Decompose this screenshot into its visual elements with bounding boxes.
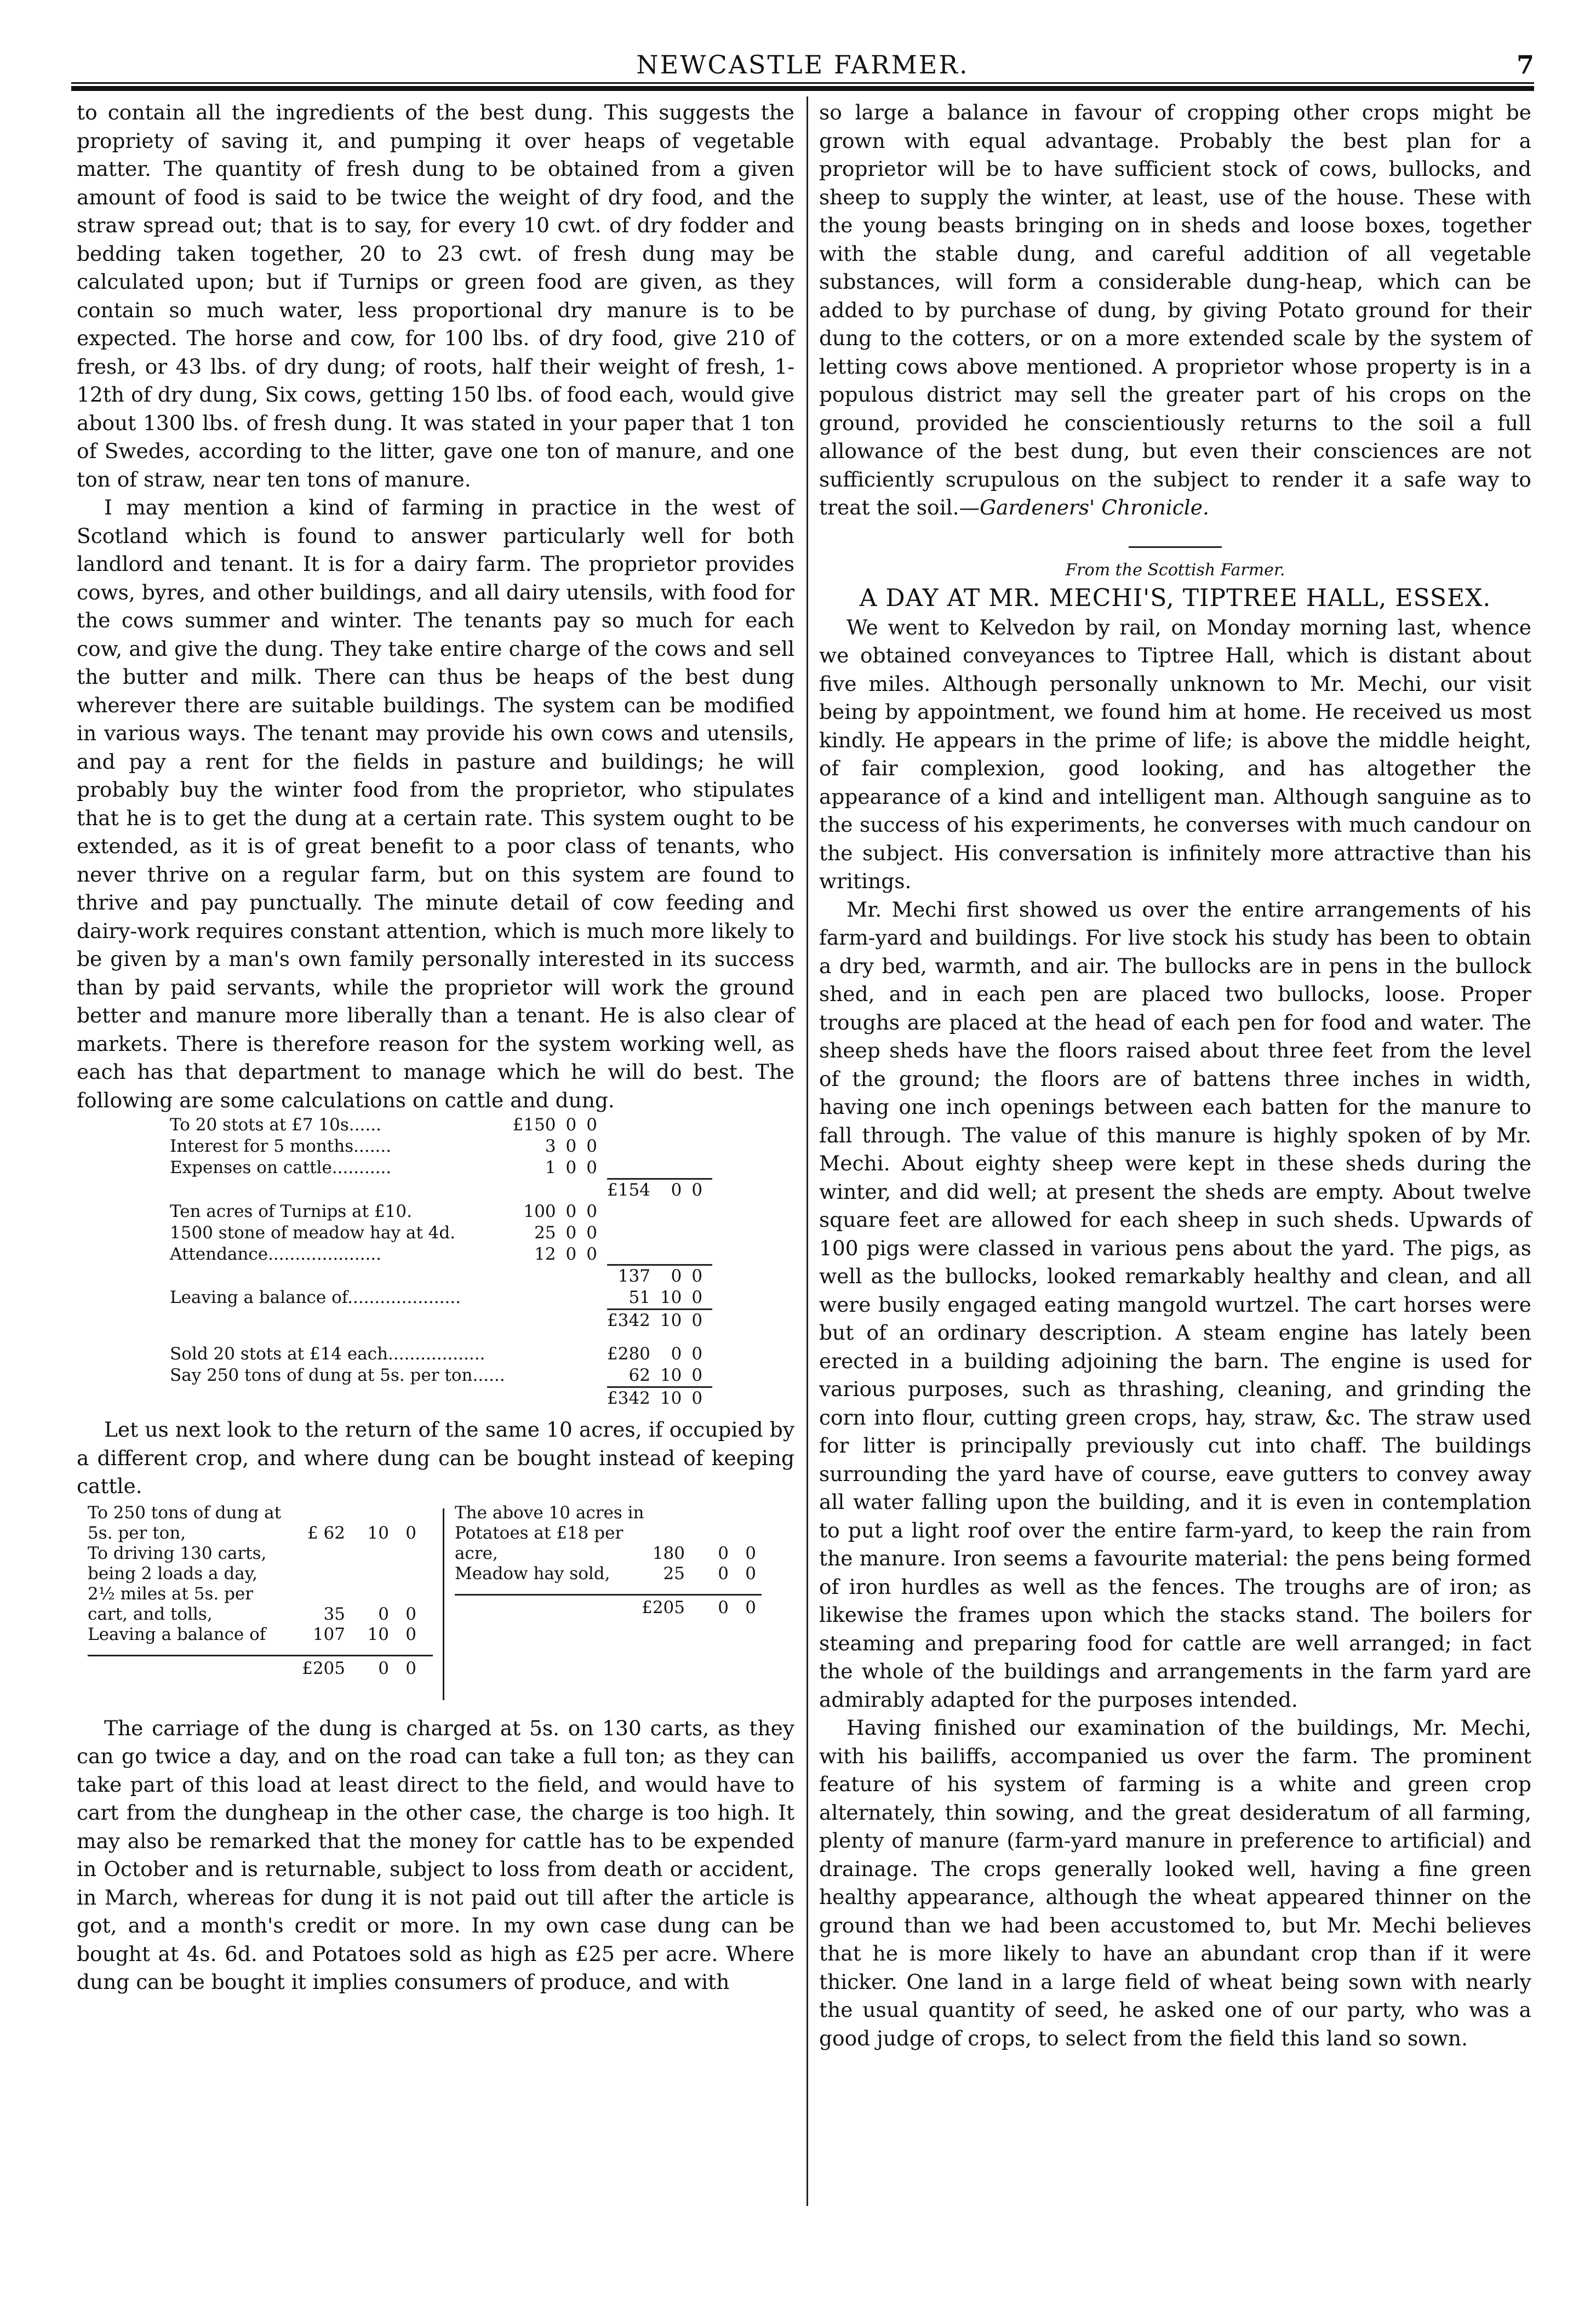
table-cell-amount — [691, 1244, 712, 1265]
table-cell-amount — [660, 1222, 691, 1244]
table-cell-label: Say 250 tons of dung at 5s. per ton...... — [170, 1365, 505, 1385]
table-cell-amount: 35 — [323, 1604, 345, 1624]
table-cell-label: Attendance..................... — [170, 1244, 382, 1264]
table-cell-amount: 0 — [405, 1624, 416, 1644]
table-cell-amount — [566, 1344, 587, 1365]
table-cell-label: To 250 tons of dung at — [88, 1502, 282, 1523]
table-cell-amount — [607, 1222, 660, 1244]
table-cell-amount — [513, 1179, 566, 1201]
table-cell-amount — [607, 1136, 660, 1157]
table-cell-amount: 0 — [405, 1523, 416, 1543]
right-paragraph-1 — [819, 99, 1531, 522]
table-cell-amount: £154 — [607, 1179, 660, 1201]
table-cell-amount: 0 — [745, 1563, 756, 1584]
left-paragraph-3: Let us next look to the return of the same 10 acres, if occupied by a different crop, and where dung can be bought instead of keeping cattle. — [77, 1417, 794, 1498]
table-cell-amount — [566, 1287, 587, 1310]
table-cell-amount — [586, 1287, 607, 1310]
table-cell-amount: 10 — [367, 1523, 389, 1543]
table-cell-label — [170, 1310, 513, 1332]
table-cell-label: acre, — [455, 1543, 498, 1563]
table-cell-amount: 10 — [660, 1387, 691, 1410]
table-cell-amount: 25 — [663, 1563, 685, 1584]
table-cell-amount: 0 — [565, 1115, 577, 1135]
table-cell-amount — [566, 1179, 587, 1201]
section-rule — [1129, 546, 1222, 548]
table-cell-amount: 0 — [586, 1201, 598, 1221]
page-number: 7 — [1516, 50, 1534, 79]
table-cell-amount: £205 — [642, 1597, 685, 1617]
table-cell-amount — [660, 1136, 691, 1157]
header-rule-thick — [71, 86, 1534, 91]
table-row — [170, 1365, 712, 1387]
table-cell-label: Interest for 5 months....... — [170, 1136, 392, 1156]
table-cell-amount: 137 — [607, 1265, 660, 1288]
table-row — [455, 1564, 762, 1584]
table-row — [455, 1544, 762, 1564]
table-cell-amount — [513, 1287, 566, 1310]
table-row — [170, 1201, 712, 1222]
article-headline: A DAY AT MR. MECHI'S, TIPTREE HALL, ESSEX. — [859, 584, 1491, 612]
table-cell-amount: £ 62 — [307, 1523, 345, 1543]
table-cell-amount — [607, 1114, 660, 1136]
table-cell-amount: 0 — [378, 1658, 389, 1678]
crop-account-divider — [443, 1508, 444, 1700]
table-row — [170, 1157, 712, 1179]
table-row — [88, 1503, 433, 1523]
table-cell-amount: 0 — [586, 1115, 598, 1135]
table-row — [88, 1604, 433, 1625]
table-row — [170, 1179, 712, 1201]
table-row — [88, 1544, 433, 1564]
right-paragraph-3: Mr. Mechi first showed us over the entire arrangements of his farm-yard and buildings. For live stock his study has been to obtain a dry bed, warmth, and air. The bullocks are in pens in the bullock shed, and in each pen are placed two bullocks, loose. Proper troughs are placed at the head of each pen for food and water. The sheep sheds have the floors raised about three feet from the level of the ground; the floors are of battens three inches in width, having one inch openings between each batten for the manure to fall through. The value of this manure is highly spoken of by Mr. Mechi. About eighty sheep were kept in these sheds during the winter, and did well; at present the sheds are empty. About twelve square feet are allowed for each sheep in such sheds. Upwards of 100 pigs were classed in various pens about the yard. The pigs, as well as the bullocks, looked remarkably healthy and clean, and all were busily engaged eating mangold wurtzel. The cart horses were but of an ordinary description. A steam engine has lately been erected in a building adjoining the barn. The engine is used for various purposes, such as thrashing, cleaning, and grinding the corn into flour, cutting green crops, hay, straw, &c. The straw used for litter is principally previously cut into chaff. The buildings surrounding the yard have of course, eave gutters to convey away all water falling upon the building, and it is even in contemplation to put a light roof over the entire farm-yard, to keep the rain from the manure. Iron seems a favourite material: the pens being formed of iron hurdles as well as the fences. The troughs are of iron; as likewise the frames upon which the stacks stand. The boilers for steaming and preparing food for cattle are well arranged; in fact the whole of the buildings and arrangements in the farm yard are admirably adapted for the purposes intended. — [819, 897, 1531, 1712]
table-cell-label: The above 10 acres in — [455, 1502, 644, 1523]
table-cell-amount — [607, 1157, 660, 1179]
table-row — [170, 1222, 712, 1244]
table-cell-amount: 10 — [660, 1310, 691, 1332]
table-cell-label: Meadow hay sold, — [455, 1563, 610, 1584]
table-cell-amount — [691, 1157, 712, 1179]
table-cell-label: 5s. per ton, — [88, 1523, 186, 1543]
table-cell-amount — [586, 1179, 607, 1201]
table-cell-amount — [513, 1365, 566, 1387]
table-cell-amount: 0 — [586, 1136, 598, 1156]
table-cell-label: Expenses on cattle........... — [170, 1158, 392, 1177]
table-cell-amount: £280 — [607, 1344, 650, 1364]
table-cell-amount — [660, 1157, 691, 1179]
table-cell-amount: 62 — [628, 1365, 650, 1385]
table-cell-label: Ten acres of Turnips at £10. — [170, 1201, 412, 1221]
table-cell-amount: 0 — [691, 1387, 712, 1410]
table-row — [170, 1114, 712, 1136]
table-cell-amount: 0 — [565, 1244, 577, 1264]
table-row — [88, 1564, 433, 1584]
left-paragraph-4: The carriage of the dung is charged at 5s. on 130 carts, as they can go twice a day, and on the road can take a full ton; as they can take part of this load at least direct to the field, and would have to cart from the dungheap in the other case, the charge is too high. It may also be remarked that the money for cattle has to be expended in October and is returnable, subject to loss from death or accident, in March, whereas for dung it is not paid out till after the article is got, and a month's credit or more. In my own case dung can be bought at 4s. 6d. and Potatoes sold as high as £25 per acre. Where dung can be bought it implies consumers of produce, and with — [77, 1716, 794, 1994]
table-cell-amount — [607, 1201, 660, 1222]
table-spacer — [170, 1331, 712, 1344]
table-cell-amount: 1 — [545, 1158, 556, 1177]
table-cell-label: 1500 stone of meadow hay at 4d. — [170, 1222, 456, 1243]
table-cell-amount: 0 — [718, 1563, 729, 1584]
table-cell-amount: £150 — [512, 1115, 556, 1135]
table-cell-label: To driving 130 carts, — [88, 1543, 267, 1563]
table-cell-amount: 0 — [565, 1201, 577, 1221]
table-row — [455, 1503, 762, 1523]
table-cell-amount — [607, 1244, 660, 1265]
table-cell-label: Leaving a balance of — [88, 1624, 266, 1644]
table-cell-amount — [586, 1365, 607, 1387]
table-cell-amount: £342 — [607, 1310, 660, 1332]
table-cell-label: 2½ miles at 5s. per — [88, 1584, 254, 1604]
table-cell-amount — [691, 1114, 712, 1136]
table-cell-amount: 0 — [586, 1158, 598, 1177]
table-cell-amount: 100 — [523, 1201, 556, 1221]
table-cell-amount: 0 — [745, 1543, 756, 1563]
table-cell-amount — [691, 1136, 712, 1157]
table-cell-amount: 0 — [718, 1597, 729, 1617]
table-cell-amount — [513, 1387, 566, 1410]
table-row — [88, 1655, 433, 1684]
table-cell-amount: 0 — [718, 1543, 729, 1563]
table-cell-amount — [586, 1310, 607, 1332]
column-divider — [806, 96, 808, 2206]
table-cell-amount: 0 — [565, 1158, 577, 1177]
table-cell-amount: 25 — [534, 1222, 556, 1243]
table-cell-label: cart, and tolls, — [88, 1604, 213, 1624]
table-cell-amount: 180 — [652, 1543, 685, 1563]
table-cell-label: Potatoes at £18 per — [455, 1523, 623, 1543]
table-row — [170, 1387, 712, 1410]
table-cell-label: To 20 stots at £7 10s...... — [170, 1115, 381, 1135]
table-cell-amount — [566, 1365, 587, 1387]
table-row — [170, 1136, 712, 1157]
right-column — [819, 99, 1531, 2053]
table-cell-amount: 0 — [378, 1604, 389, 1624]
table-row — [88, 1625, 433, 1645]
table-cell-amount — [513, 1265, 566, 1288]
table-row — [170, 1344, 712, 1365]
page-header — [71, 48, 1534, 81]
table-cell-amount — [566, 1265, 587, 1288]
table-cell-amount: 0 — [405, 1658, 416, 1678]
table-cell-amount: 0 — [565, 1222, 577, 1243]
table-cell-amount: 10 — [660, 1365, 682, 1385]
table-row — [455, 1523, 762, 1544]
table-cell-amount — [566, 1387, 587, 1410]
table-cell-amount — [566, 1310, 587, 1332]
table-row — [170, 1310, 712, 1332]
table-cell-amount: 0 — [691, 1265, 712, 1288]
table-cell-amount: 0 — [565, 1136, 577, 1156]
table-cell-amount: 0 — [691, 1310, 712, 1332]
right-paragraph-4: Having finished our examination of the buildings, Mr. Mechi, with his bailiffs, accompanied us over the farm. The prominent feature of his system of farming is a white and green crop alternately, thin sowing, and the great desideratum of all farming, plenty of manure (farm-yard manure in preference to artificial) and drainage. The crops generally looked well, having a fine green healthy appearance, although the wheat appeared thinner on the ground than we had been accustomed to, but Mr. Mechi believes that he is more likely to have an abundant crop than if it were thicker. One land in a large field of wheat being sown with nearly the usual quantity of seed, he asked one of our party, who was a good judge of crops, to select from the field this land so sown. — [819, 1716, 1531, 2050]
table-row — [88, 1584, 433, 1604]
table-cell-amount: 0 — [671, 1344, 682, 1364]
table-cell-amount: 12 — [534, 1244, 556, 1264]
cattle-account-table — [170, 1114, 712, 1409]
table-cell-amount — [586, 1265, 607, 1288]
table-row — [170, 1265, 712, 1288]
table-cell-amount: 10 — [367, 1624, 389, 1644]
table-cell-amount: 0 — [660, 1179, 691, 1201]
header-rule-thin — [71, 82, 1534, 84]
table-cell-amount: 10 — [660, 1288, 682, 1307]
table-cell-amount: 51 — [628, 1288, 650, 1307]
right-paragraph-2: We went to Kelvedon by rail, on Monday morning last, whence we obtained conveyances to Tiptree Hall, which is distant about five miles. Although personally unknown to Mr. Mechi, our visit being by appointment, we found him at home. He received us most kindly. He appears in the prime of life; is above the middle height, of fair complexion, good looking, and has altogether the appearance of a kind and intelligent man. Although sanguine as to the success of his experiments, he converses with much candour on the subject. His conversation is infinitely more attractive than his writings. — [819, 615, 1531, 893]
table-cell-amount: 0 — [691, 1288, 703, 1307]
table-cell-label: Leaving a balance of..................... — [170, 1288, 461, 1307]
table-cell-label — [170, 1179, 513, 1201]
table-cell-amount — [691, 1222, 712, 1244]
table-row — [88, 1523, 433, 1544]
table-cell-amount: 0 — [691, 1344, 703, 1364]
table-cell-amount — [513, 1310, 566, 1332]
table-cell-amount — [660, 1244, 691, 1265]
table-cell-amount: 0 — [745, 1597, 756, 1617]
table-cell-amount: 0 — [691, 1365, 703, 1385]
table-row — [170, 1244, 712, 1265]
crop-account-credit — [455, 1503, 762, 1623]
table-cell-label: Sold 20 stots at £14 each.................. — [170, 1344, 485, 1364]
table-cell-amount — [586, 1344, 607, 1365]
table-cell-label — [170, 1387, 513, 1410]
table-cell-amount — [660, 1114, 691, 1136]
table-cell-amount: 0 — [660, 1265, 691, 1288]
table-cell-amount — [660, 1201, 691, 1222]
table-cell-amount — [513, 1344, 566, 1365]
right-paragraph-1-source: —Gardeners' Chronicle. — [959, 495, 1209, 519]
table-cell-amount: 0 — [691, 1179, 712, 1201]
right-paragraph-1-text: so large a balance in favour of cropping other crops might be grown with equal advantage. Probably the best plan for a proprietor will be to have sufficient stock of cows, bullocks, and sheep to supply the winter, at least, use of the house. These with the young beasts bringing on in sheds and loose boxes, together with the stable dung, and careful addition of all vegetable substances, will form a considerable dung-heap, which can be added to by purchase of dung, by giving Potato ground for their dung to the cotters, or on a more extended scale by the system of letting cows above mentioned. A proprietor whose property is in a populous district may sell the greater part of his crops on the ground, provided he conscientiously returns to the soil a full allowance of the best dung, but even their consciences are not sufficiently scrupulous on the subject to render it a safe way to treat the soil. — [819, 100, 1531, 519]
crop-account-debit — [88, 1503, 433, 1684]
table-cell-amount: 107 — [312, 1624, 345, 1644]
article-credit: From the Scottish Farmer. — [1065, 560, 1285, 580]
left-column — [77, 99, 794, 1997]
table-cell-amount: £205 — [302, 1658, 345, 1678]
table-row — [455, 1594, 762, 1623]
table-cell-amount — [586, 1387, 607, 1410]
left-paragraph-2: I may mention a kind of farming in practice in the west of Scotland which is found to answer particularly well for both landlord and tenant. It is for a dairy farm. The proprietor provides cows, byres, and other buildings, and all dairy utensils, with food for the cows summer and winter. The tenants pay so much for each cow, and give the dung. They take entire charge of the cows and sell the butter and milk. There can thus be heaps of the best dung wherever there are suitable buildings. The system can be modified in various ways. The tenant may provide his own cows and utensils, and pay a rent for the fields in pasture and buildings; he will probably buy the winter food from the proprietor, who stipulates that he is to get the dung at a certain rate. This system ought to be extended, as it is of great benefit to a poor class of tenants, who never thrive on a regular farm, but on this system are found to thrive and pay punctually. The minute detail of cow feeding and dairy-work requires constant attention, which is much more likely to be given by a man's own family personally interested in its success than by paid servants, while the proprietor will work the ground better and manure more liberally than a tenant. He is also clear of markets. There is therefore reason for the system working well, as each has that department to manage which he will do best. The following are some calculations on cattle and dung. — [77, 495, 794, 1112]
table-cell-amount: 3 — [545, 1136, 556, 1156]
table-row — [170, 1287, 712, 1310]
crop-account-table — [77, 1503, 794, 1711]
table-cell-amount: 0 — [586, 1222, 598, 1243]
table-cell-amount — [691, 1201, 712, 1222]
table-cell-label: being 2 loads a day, — [88, 1563, 258, 1584]
table-cell-amount: 0 — [405, 1604, 416, 1624]
table-cell-amount: 0 — [586, 1244, 598, 1264]
left-paragraph-1: to contain all the ingredients of the best dung. This suggests the propriety of saving it, and pumping it over heaps of vegetable matter. The quantity of fresh dung to be obtained from a given amount of food is said to be twice the weight of dry food, and the straw spread out; that is to say, for every 10 cwt. of dry fodder and bedding taken together, 20 to 23 cwt. of fresh dung may be calculated upon; but if Turnips or green food are given, as they contain so much water, less proportional dry manure is to be expected. The horse and cow, for 100 lbs. of dry food, give 210 of fresh, or 43 lbs. of dry dung; of roots, half their weight of fresh, 1-12th of dry dung, Six cows, getting 150 lbs. of food each, would give about 1300 lbs. of fresh dung. It was stated in your paper that 1 ton of Swedes, according to the litter, gave one ton of manure, and one ton of straw, near ten tons of manure. — [77, 100, 794, 491]
table-cell-amount: £342 — [607, 1387, 660, 1410]
masthead-title: NEWCASTLE FARMER. — [636, 50, 969, 79]
table-cell-label — [170, 1265, 513, 1288]
